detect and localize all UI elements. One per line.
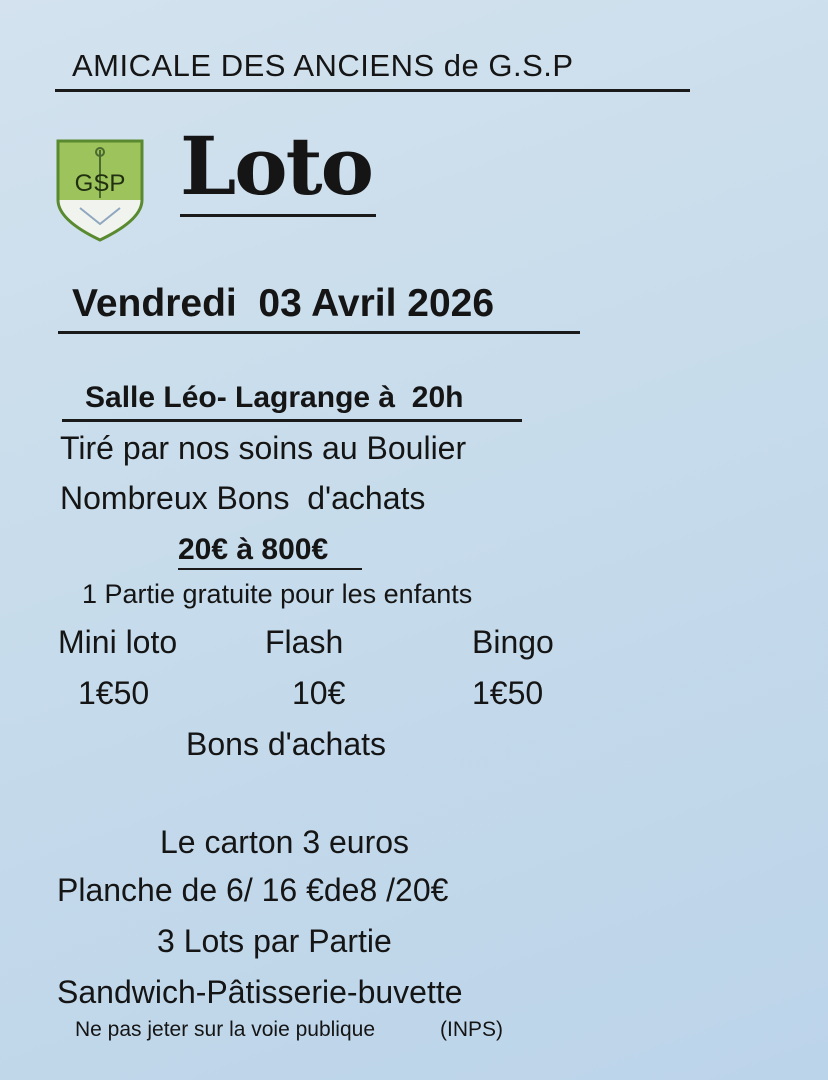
game-price-mini-loto: 1€50 [78,675,150,711]
title-underline [180,214,376,217]
organisation-heading: AMICALE DES ANCIENS de G.S.P [72,48,574,83]
loto-title: Loto [180,119,372,213]
game-price-bingo: 1€50 [472,675,544,711]
event-date: Vendredi 03 Avril 2026 [72,282,495,325]
free-game-line: 1 Partie gratuite pour les enfants [82,579,473,609]
footer-notice: Ne pas jeter sur la voie publique [75,1018,376,1041]
heading-underline [55,89,690,92]
lots-line: 3 Lots par Partie [157,923,392,959]
drawn-line: Tiré par nos soins au Boulier [60,430,467,466]
food-line: Sandwich-Pâtisserie-buvette [57,974,463,1010]
logo-text: GSP [74,170,126,197]
game-name-bingo: Bingo [472,624,554,660]
gsp-logo [55,138,145,242]
date-underline [58,331,580,334]
footer-printer: (INPS) [440,1018,503,1041]
board-price: Planche de 6/ 16 €de8 /20€ [57,872,449,908]
range-underline [178,568,362,570]
card-price: Le carton 3 euros [160,824,410,860]
voucher-range: 20€ à 800€ [178,533,329,566]
games-prize: Bons d'achats [186,726,387,762]
game-price-flash: 10€ [292,675,346,711]
game-name-flash: Flash [265,624,344,660]
venue-underline [62,419,522,422]
venue: Salle Léo- Lagrange à 20h [85,381,464,414]
vouchers-line: Nombreux Bons d'achats [60,480,426,516]
game-name-mini-loto: Mini loto [58,624,178,660]
